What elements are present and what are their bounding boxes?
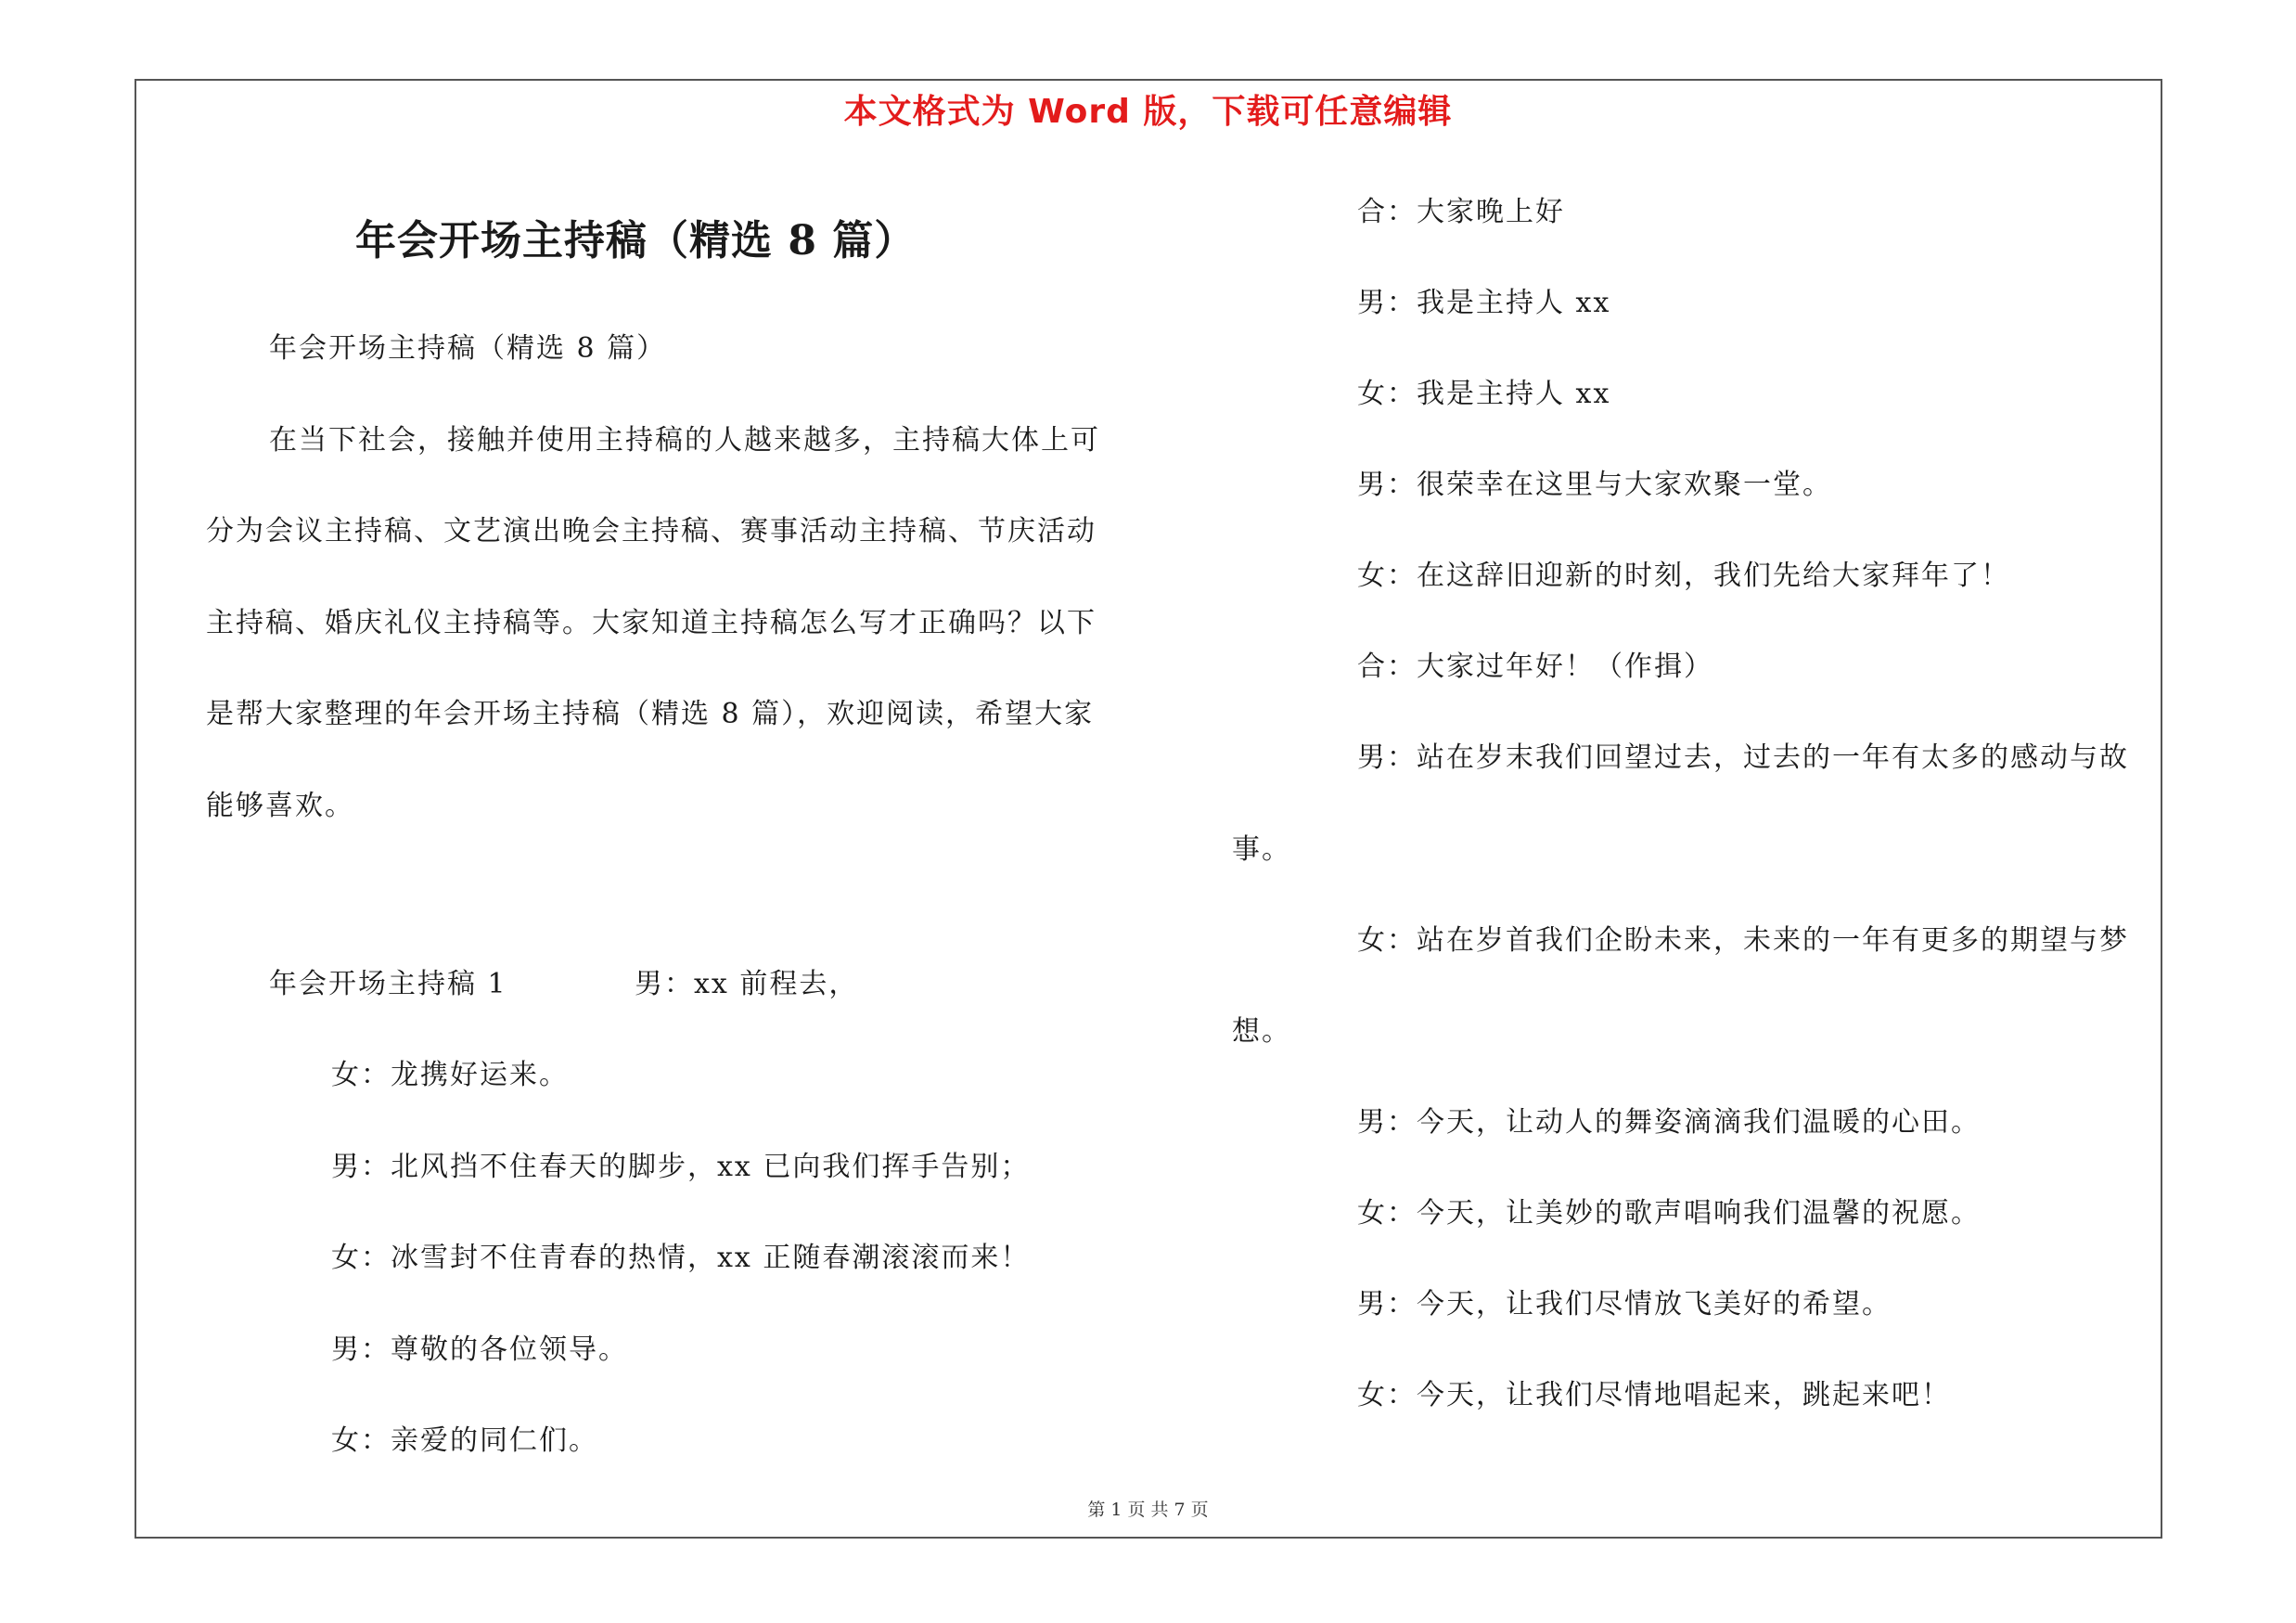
- dialogue-line: 男：今天，让动人的舞姿滴滴我们温暖的心田。: [1357, 1106, 1981, 1139]
- page-footer: 第 1 页 共 7 页: [1087, 1500, 1209, 1520]
- dialogue-line: 女：今天，让美妙的歌声唱响我们温馨的祝愿。: [1357, 1197, 1981, 1230]
- dialogue-line: 女：龙携好运来。: [331, 1059, 569, 1091]
- document-title: 年会开场主持稿（精选 8 篇）: [355, 217, 917, 264]
- subtitle: 年会开场主持稿（精选 8 篇）: [269, 332, 667, 365]
- dialogue-line: 男：北风挡不住春天的脚步，xx 已向我们挥手告别；: [331, 1151, 1031, 1183]
- intro-line: 分为会议主持稿、文艺演出晚会主持稿、赛事活动主持稿、节庆活动: [206, 515, 1097, 547]
- dialogue-line: 男：站在岁末我们回望过去，过去的一年有太多的感动与故: [1357, 741, 2129, 774]
- dialogue-line: 想。: [1232, 1015, 1291, 1048]
- dialogue-line: 男：很荣幸在这里与大家欢聚一堂。: [1357, 469, 1832, 501]
- dialogue-line: 事。: [1232, 833, 1291, 866]
- dialogue-line: 男：我是主持人 xx: [1357, 287, 1611, 319]
- dialogue-line: 男：尊敬的各位领导。: [331, 1333, 628, 1366]
- dialogue-line: 女：我是主持人 xx: [1357, 378, 1611, 410]
- dialogue-line: 合：大家过年好！（作揖）: [1357, 650, 1713, 683]
- intro-line: 在当下社会，接触并使用主持稿的人越来越多，主持稿大体上可: [269, 424, 1100, 457]
- dialogue-line: 合：大家晚上好: [1357, 196, 1565, 228]
- section-heading: 年会开场主持稿 1: [269, 968, 507, 1000]
- dialogue-line: 女：在这辞旧迎新的时刻，我们先给大家拜年了！: [1357, 560, 2010, 592]
- dialogue-line: 男：xx 前程去，: [635, 968, 859, 1000]
- dialogue-line: 男：今天，让我们尽情放飞美好的希望。: [1357, 1288, 1892, 1320]
- dialogue-line: 女：亲爱的同仁们。: [331, 1424, 598, 1457]
- format-banner: 本文格式为 Word 版，下载可任意编辑: [843, 93, 1453, 131]
- intro-line: 是帮大家整理的年会开场主持稿（精选 8 篇），欢迎阅读，希望大家: [206, 698, 1095, 730]
- dialogue-line: 女：冰雪封不住青春的热情，xx 正随春潮滚滚而来！: [331, 1242, 1031, 1274]
- intro-line: 能够喜欢。: [206, 790, 354, 822]
- intro-line: 主持稿、婚庆礼仪主持稿等。大家知道主持稿怎么写才正确吗？以下: [206, 607, 1097, 639]
- dialogue-line: 女：今天，让我们尽情地唱起来，跳起来吧！: [1357, 1379, 1951, 1411]
- dialogue-line: 女：站在岁首我们企盼未来，未来的一年有更多的期望与梦: [1357, 924, 2129, 957]
